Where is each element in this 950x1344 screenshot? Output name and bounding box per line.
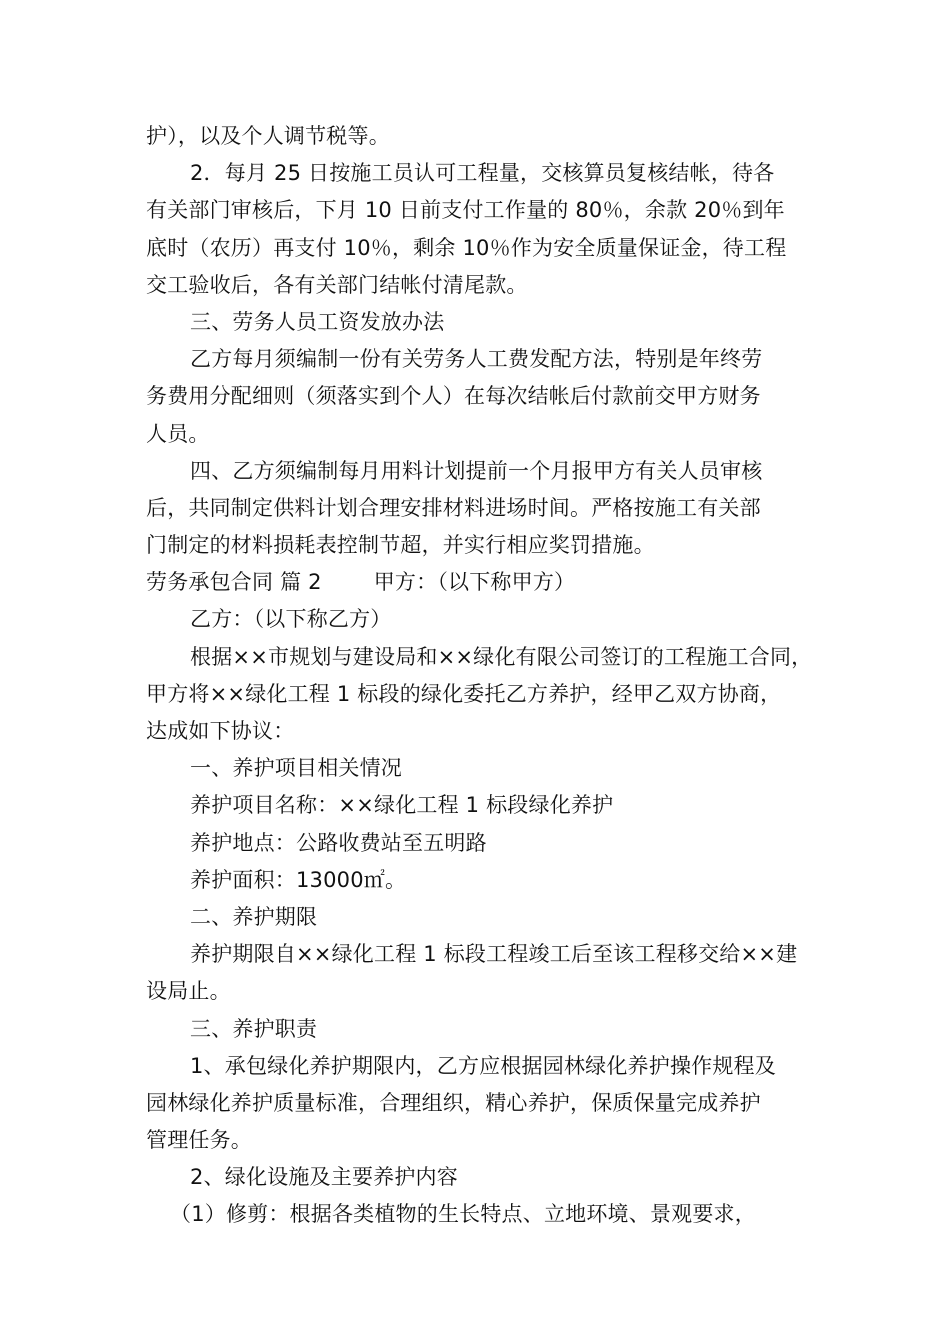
text-line: 四、乙方须编制每月用料计划提前一个月报甲方有关人员审核 [190, 458, 763, 483]
text-line: 设局止。 [146, 979, 231, 1004]
text-line: 2．每月 25 日按施工员认可工程量，交核算员复核结帐，待各 [190, 161, 775, 186]
text-line: 有关部门审核后，下月 10 日前支付工作量的 80％，余款 20％到年 [146, 198, 785, 223]
text-line: 人员。 [146, 421, 210, 446]
contract-title-line [146, 564, 818, 601]
text-line: 底时（农历）再支付 10％，剩余 10％作为安全质量保证金，待工程 [146, 235, 787, 260]
text-line: 2、绿化设施及主要养护内容 [190, 1165, 458, 1190]
text-line: 1、承包绿化养护期限内，乙方应根据园林绿化养护操作规程及 [190, 1053, 776, 1078]
text-line: 根据××市规划与建设局和××绿化有限公司签订的工程施工合同， [190, 644, 813, 669]
section-heading: 一、养护项目相关情况 [190, 756, 402, 781]
text-line: 园林绿化养护质量标准，合理组织，精心养护，保质保量完成养护 [146, 1090, 761, 1115]
party-b: 乙方：（以下称乙方） [190, 607, 392, 632]
text-line: 养护期限自××绿化工程 1 标段工程竣工后至该工程移交给××建 [190, 942, 798, 967]
text-line: 交工验收后，各有关部门结帐付清尾款。 [146, 272, 528, 297]
text-line: （1）修剪：根据各类植物的生长特点、立地环境、景观要求， [170, 1202, 756, 1227]
text-line: 养护面积：13000㎡。 [190, 867, 407, 892]
party-a: 甲方：（以下称甲方） [373, 570, 576, 595]
text-line: 后，共同制定供料计划合理安排材料进场时间。严格按施工有关部 [146, 495, 761, 520]
section-heading: 三、劳务人员工资发放办法 [190, 309, 445, 334]
contract-title: 劳务承包合同 篇 2 [146, 570, 322, 595]
section-heading: 二、养护期限 [190, 904, 318, 929]
text-line: 养护地点：公路收费站至五明路 [190, 830, 487, 855]
document-body [146, 118, 818, 1234]
text-line: 达成如下协议： [146, 719, 295, 743]
text-line: 甲方将××绿化工程 1 标段的绿化委托乙方养护，经甲乙双方协商， [146, 681, 782, 706]
text-line: 管理任务。 [146, 1128, 252, 1153]
text-line: 乙方每月须编制一份有关劳务人工费发配方法，特别是年终劳 [190, 347, 763, 372]
text-line: 务费用分配细则（须落实到个人）在每次结帐后付款前交甲方财务 [146, 384, 761, 409]
text-line: 护），以及个人调节税等。 [146, 124, 390, 148]
text-line: 养护项目名称：××绿化工程 1 标段绿化养护 [190, 793, 614, 818]
text-line: 门制定的材料损耗表控制节超，并实行相应奖罚措施。 [146, 533, 655, 558]
section-heading: 三、养护职责 [190, 1016, 318, 1041]
